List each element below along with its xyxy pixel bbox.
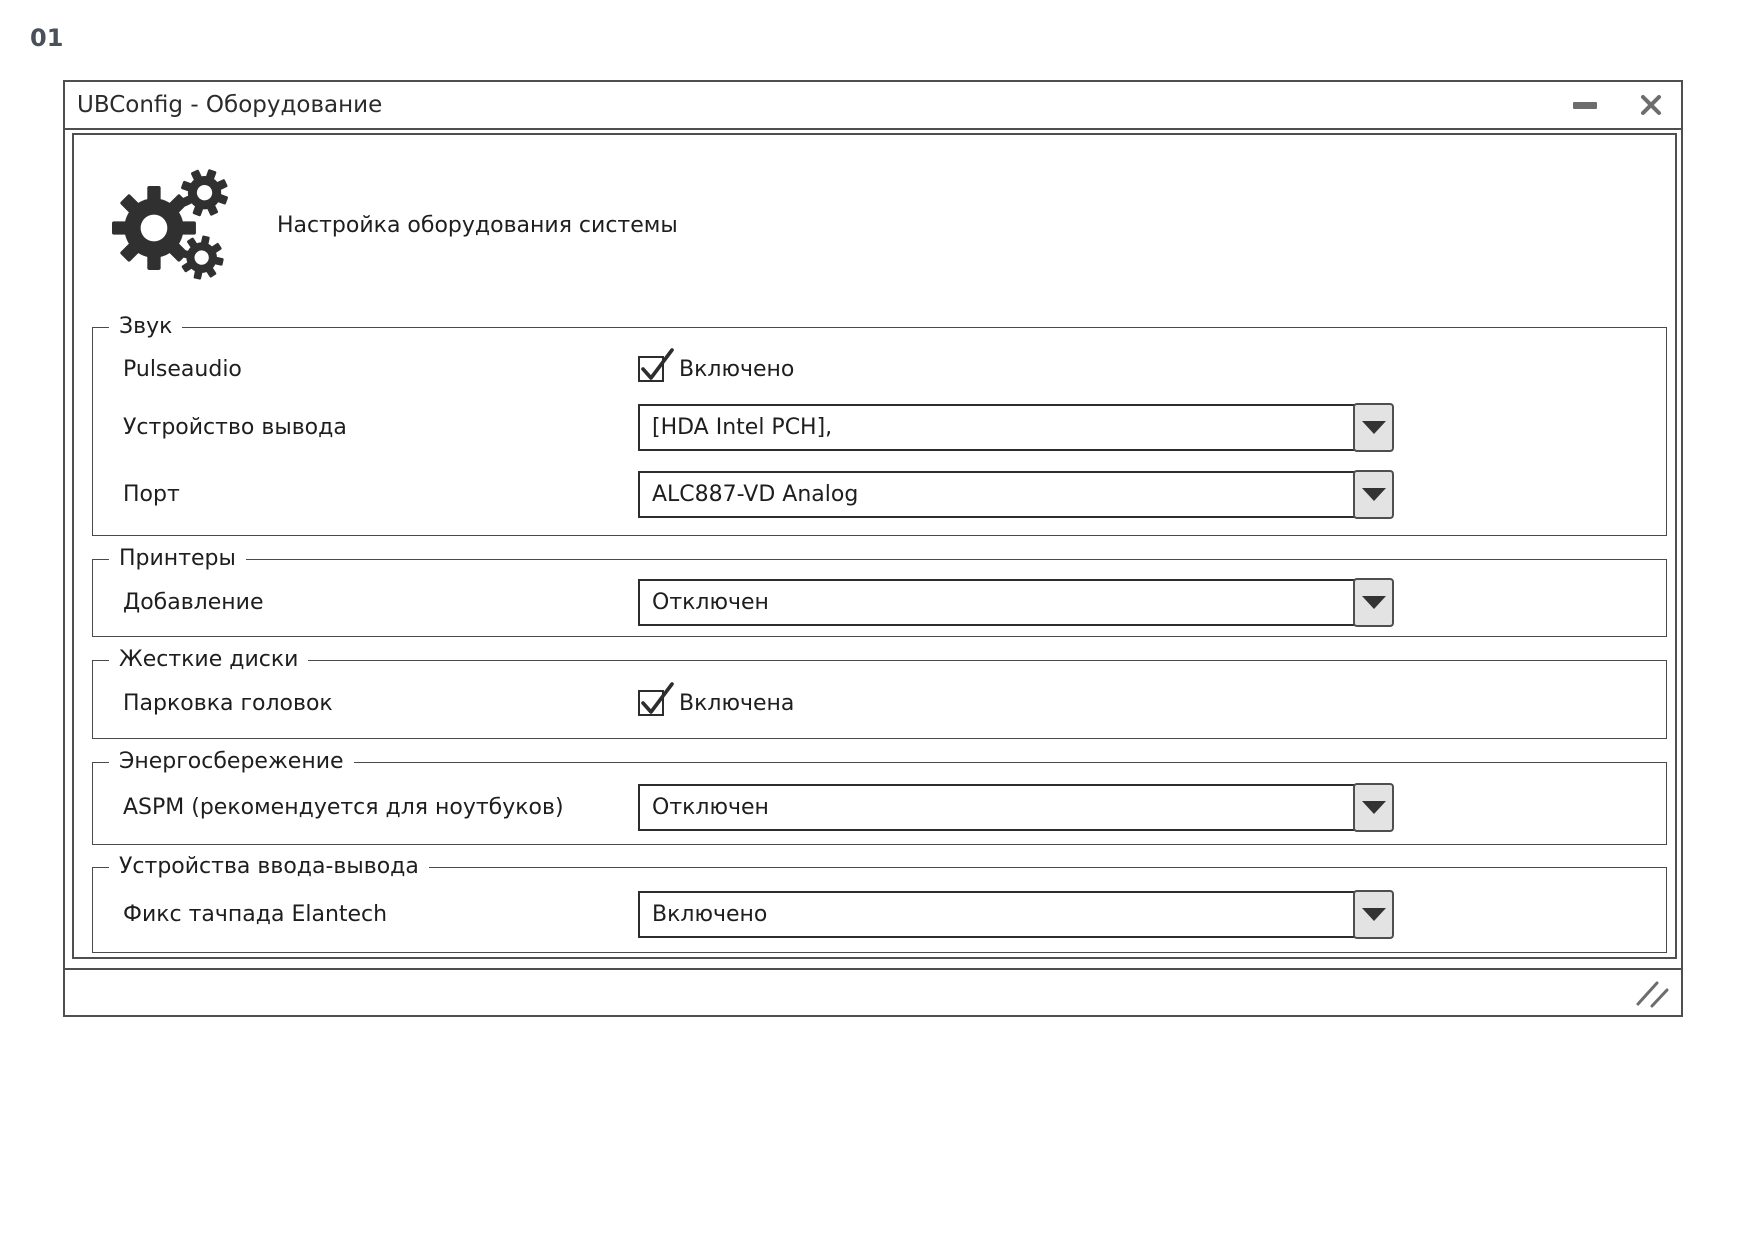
elantech-dropdown-button[interactable] bbox=[1353, 890, 1394, 939]
port-dropdown-button[interactable] bbox=[1353, 470, 1394, 519]
group-io-devices-legend: Устройства ввода-вывода bbox=[109, 853, 429, 881]
aspm-dropdown-button[interactable] bbox=[1353, 783, 1394, 832]
check-icon bbox=[639, 681, 675, 717]
output-device-dropdown[interactable] bbox=[638, 404, 1393, 451]
pulseaudio-checkbox[interactable] bbox=[638, 356, 664, 382]
title-bar[interactable] bbox=[65, 82, 1681, 130]
elantech-label: Фикс тачпада Elantech bbox=[123, 902, 388, 927]
group-hard-drives-legend: Жесткие диски bbox=[109, 646, 308, 674]
header-caption: Настройка оборудования системы bbox=[277, 213, 678, 238]
head-parking-label: Парковка головок bbox=[123, 690, 333, 716]
check-icon bbox=[639, 347, 675, 383]
group-sound bbox=[92, 314, 1667, 536]
row-printer-add bbox=[123, 579, 1654, 626]
pulseaudio-checkbox-label: Включено bbox=[679, 356, 795, 382]
group-hard-drives bbox=[92, 647, 1667, 739]
chevron-down-icon bbox=[1362, 421, 1386, 434]
status-bar bbox=[65, 968, 1681, 1015]
gears-icon bbox=[112, 165, 236, 291]
resize-grip-icon[interactable] bbox=[1633, 979, 1671, 1009]
row-pulseaudio bbox=[123, 355, 1654, 383]
row-port bbox=[123, 471, 1654, 518]
window-title: UBConfig - Оборудование bbox=[77, 92, 383, 118]
chevron-down-icon bbox=[1362, 596, 1386, 609]
aspm-dropdown[interactable] bbox=[638, 784, 1393, 831]
window-controls bbox=[1571, 90, 1665, 120]
row-aspm bbox=[123, 784, 1654, 831]
row-output-device bbox=[123, 403, 1654, 451]
printer-add-label: Добавление bbox=[123, 590, 264, 615]
close-button[interactable] bbox=[1637, 90, 1665, 120]
head-parking-checkbox-label: Включена bbox=[679, 690, 795, 716]
port-label: Порт bbox=[123, 482, 180, 507]
elantech-value[interactable]: Включено bbox=[638, 891, 1393, 938]
row-elantech bbox=[123, 891, 1654, 938]
row-head-parking bbox=[123, 689, 1654, 717]
ubconfig-window bbox=[63, 80, 1683, 1017]
aspm-label: ASPM (рекомендуется для ноутбуков) bbox=[123, 795, 564, 820]
group-io-devices bbox=[92, 854, 1667, 953]
group-sound-legend: Звук bbox=[109, 313, 182, 341]
minimize-icon bbox=[1573, 102, 1597, 109]
output-device-value[interactable]: [HDA Intel PCH], bbox=[638, 404, 1393, 451]
pulseaudio-label: Pulseaudio bbox=[123, 356, 242, 382]
port-value[interactable]: ALC887-VD Analog bbox=[638, 471, 1393, 518]
chevron-down-icon bbox=[1362, 488, 1386, 501]
port-dropdown[interactable] bbox=[638, 471, 1393, 518]
minimize-button[interactable] bbox=[1571, 90, 1599, 120]
elantech-dropdown[interactable] bbox=[638, 891, 1393, 938]
printer-add-dropdown-button[interactable] bbox=[1353, 578, 1394, 627]
chevron-down-icon bbox=[1362, 908, 1386, 921]
group-printers-legend: Принтеры bbox=[109, 545, 246, 573]
output-device-dropdown-button[interactable] bbox=[1353, 403, 1394, 452]
group-power-saving-legend: Энергосбережение bbox=[109, 748, 354, 776]
printer-add-value[interactable]: Отключен bbox=[638, 579, 1393, 626]
aspm-value[interactable]: Отключен bbox=[638, 784, 1393, 831]
printer-add-dropdown[interactable] bbox=[638, 579, 1393, 626]
group-printers bbox=[92, 546, 1667, 637]
content-panel bbox=[72, 133, 1677, 959]
chevron-down-icon bbox=[1362, 801, 1386, 814]
close-icon bbox=[1639, 93, 1663, 117]
output-device-label: Устройство вывода bbox=[123, 414, 347, 440]
head-parking-checkbox[interactable] bbox=[638, 690, 664, 716]
group-power-saving bbox=[92, 749, 1667, 845]
slide-number: 01 bbox=[30, 24, 64, 52]
